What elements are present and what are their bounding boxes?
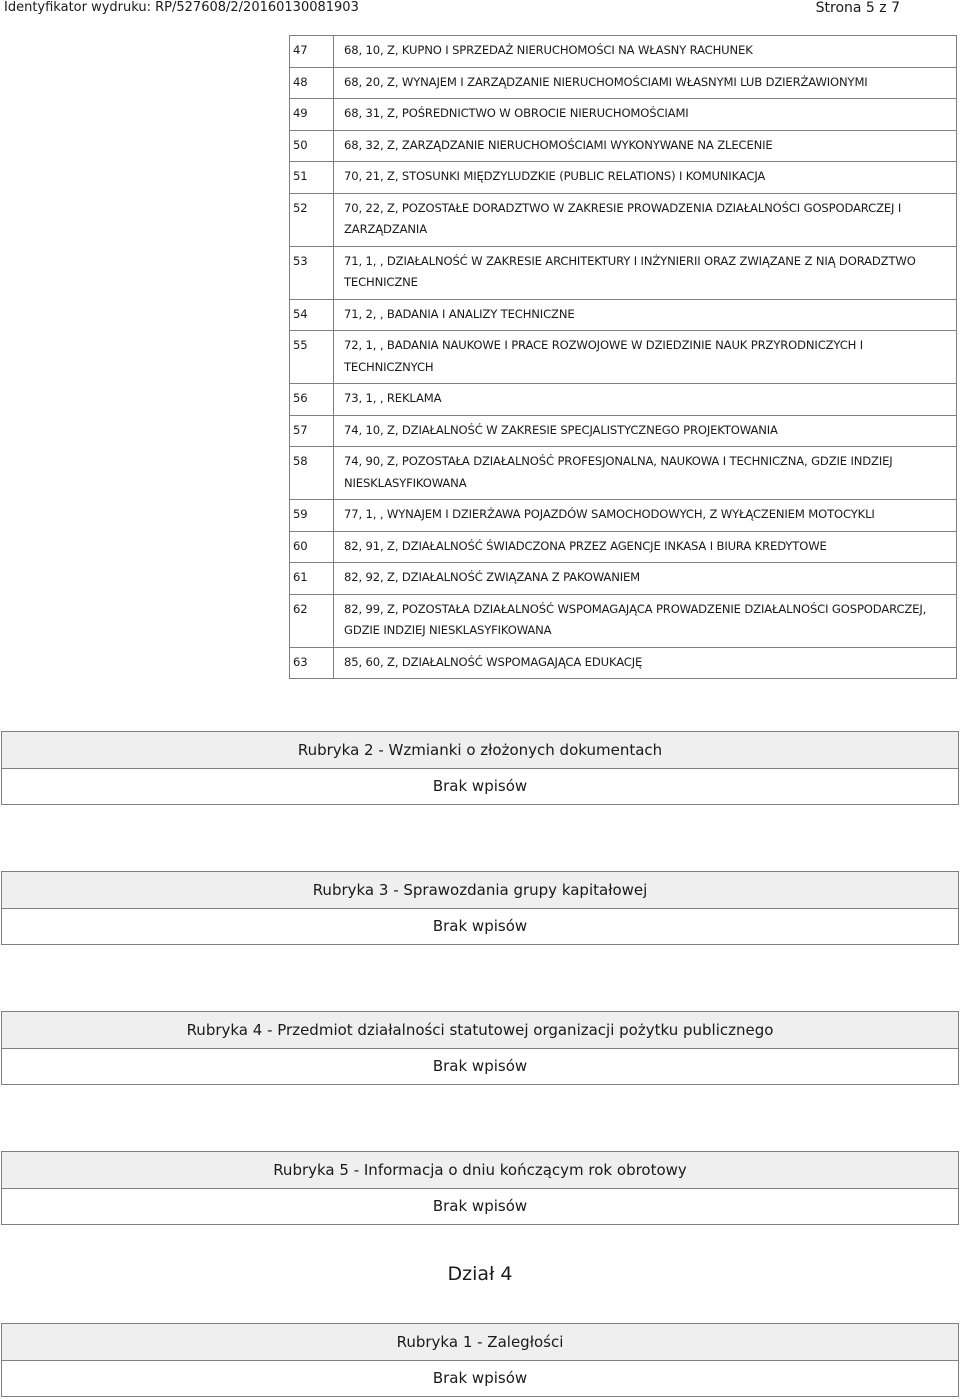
row-description: 85, 60, Z, DZIAŁALNOŚĆ WSPOMAGAJĄCA EDUKACJĘ [334, 647, 957, 679]
row-description: 70, 21, Z, STOSUNKI MIĘDZYLUDZKIE (PUBLIC RELATIONS) I KOMUNIKACJA [334, 162, 957, 194]
row-description: 71, 1, , DZIAŁALNOŚĆ W ZAKRESIE ARCHITEKTURY I INŻYNIERII ORAZ ZWIĄZANE Z NIĄ DORADZTWO TECHNICZNE [334, 246, 957, 299]
table-row [290, 647, 957, 679]
activity-table [289, 35, 957, 679]
table-row [290, 415, 957, 447]
section-body: Brak wpisów [2, 1361, 958, 1396]
page-indicator: Strona 5 z 7 [815, 0, 900, 16]
section-body: Brak wpisów [2, 769, 958, 804]
row-description: 68, 31, Z, POŚREDNICTWO W OBROCIE NIERUCHOMOŚCIAMI [334, 99, 957, 131]
row-description: 74, 90, Z, POZOSTAŁA DZIAŁALNOŚĆ PROFESJONALNA, NAUKOWA I TECHNICZNA, GDZIE INDZIEJ NIESKLASYFIKOWANA [334, 447, 957, 500]
table-row [290, 331, 957, 384]
row-description: 73, 1, , REKLAMA [334, 384, 957, 416]
section-body: Brak wpisów [2, 909, 958, 944]
row-number: 52 [290, 193, 334, 246]
row-description: 68, 10, Z, KUPNO I SPRZEDAŻ NIERUCHOMOŚCI NA WŁASNY RACHUNEK [334, 36, 957, 68]
section-title: Rubryka 3 - Sprawozdania grupy kapitałowej [2, 872, 958, 909]
section-body: Brak wpisów [2, 1049, 958, 1084]
table-row [290, 447, 957, 500]
section-rubryka-2 [1, 731, 959, 805]
print-identifier: Identyfikator wydruku: RP/527608/2/20160130081903 [4, 0, 359, 15]
row-description: 74, 10, Z, DZIAŁALNOŚĆ W ZAKRESIE SPECJALISTYCZNEGO PROJEKTOWANIA [334, 415, 957, 447]
table-row [290, 246, 957, 299]
dzial-heading: Dział 4 [447, 1263, 513, 1285]
table-row [290, 162, 957, 194]
row-description: 70, 22, Z, POZOSTAŁE DORADZTWO W ZAKRESIE PROWADZENIA DZIAŁALNOŚCI GOSPODARCZEJ I ZARZĄDZANIA [334, 193, 957, 246]
row-description: 82, 92, Z, DZIAŁALNOŚĆ ZWIĄZANA Z PAKOWANIEM [334, 563, 957, 595]
table-row [290, 36, 957, 68]
row-number: 47 [290, 36, 334, 68]
row-number: 54 [290, 299, 334, 331]
table-row [290, 384, 957, 416]
table-row [290, 594, 957, 647]
print-header [0, 0, 960, 16]
section-rubryka-3 [1, 871, 959, 945]
table-row [290, 531, 957, 563]
section-dzial4-rubryka-1 [1, 1323, 959, 1397]
row-description: 68, 20, Z, WYNAJEM I ZARZĄDZANIE NIERUCHOMOŚCIAMI WŁASNYMI LUB DZIERŻAWIONYMI [334, 67, 957, 99]
section-title: Rubryka 4 - Przedmiot działalności statutowej organizacji pożytku publicznego [2, 1012, 958, 1049]
row-number: 63 [290, 647, 334, 679]
section-title: Rubryka 5 - Informacja o dniu kończącym rok obrotowy [2, 1152, 958, 1189]
row-description: 72, 1, , BADANIA NAUKOWE I PRACE ROZWOJOWE W DZIEDZINIE NAUK PRZYRODNICZYCH I TECHNICZNYCH [334, 331, 957, 384]
row-number: 49 [290, 99, 334, 131]
table-row [290, 563, 957, 595]
row-description: 82, 99, Z, POZOSTAŁA DZIAŁALNOŚĆ WSPOMAGAJĄCA PROWADZENIE DZIAŁALNOŚCI GOSPODARCZEJ, GDZIE INDZIEJ NIESKLASYFIKOWANA [334, 594, 957, 647]
section-rubryka-4 [1, 1011, 959, 1085]
row-number: 59 [290, 500, 334, 532]
table-row [290, 130, 957, 162]
section-rubryka-5 [1, 1151, 959, 1225]
row-description: 77, 1, , WYNAJEM I DZIERŻAWA POJAZDÓW SAMOCHODOWYCH, Z WYŁĄCZENIEM MOTOCYKLI [334, 500, 957, 532]
table-row [290, 193, 957, 246]
row-number: 48 [290, 67, 334, 99]
table-row [290, 99, 957, 131]
table-row [290, 299, 957, 331]
row-number: 51 [290, 162, 334, 194]
row-number: 61 [290, 563, 334, 595]
table-row [290, 67, 957, 99]
row-number: 53 [290, 246, 334, 299]
row-number: 60 [290, 531, 334, 563]
row-description: 68, 32, Z, ZARZĄDZANIE NIERUCHOMOŚCIAMI WYKONYWANE NA ZLECENIE [334, 130, 957, 162]
row-number: 56 [290, 384, 334, 416]
section-title: Rubryka 1 - Zaległości [2, 1324, 958, 1361]
table-row [290, 500, 957, 532]
section-body: Brak wpisów [2, 1189, 958, 1224]
row-number: 50 [290, 130, 334, 162]
row-number: 55 [290, 331, 334, 384]
row-number: 58 [290, 447, 334, 500]
row-number: 57 [290, 415, 334, 447]
section-title: Rubryka 2 - Wzmianki o złożonych dokumentach [2, 732, 958, 769]
row-number: 62 [290, 594, 334, 647]
row-description: 82, 91, Z, DZIAŁALNOŚĆ ŚWIADCZONA PRZEZ AGENCJE INKASA I BIURA KREDYTOWE [334, 531, 957, 563]
row-description: 71, 2, , BADANIA I ANALIZY TECHNICZNE [334, 299, 957, 331]
